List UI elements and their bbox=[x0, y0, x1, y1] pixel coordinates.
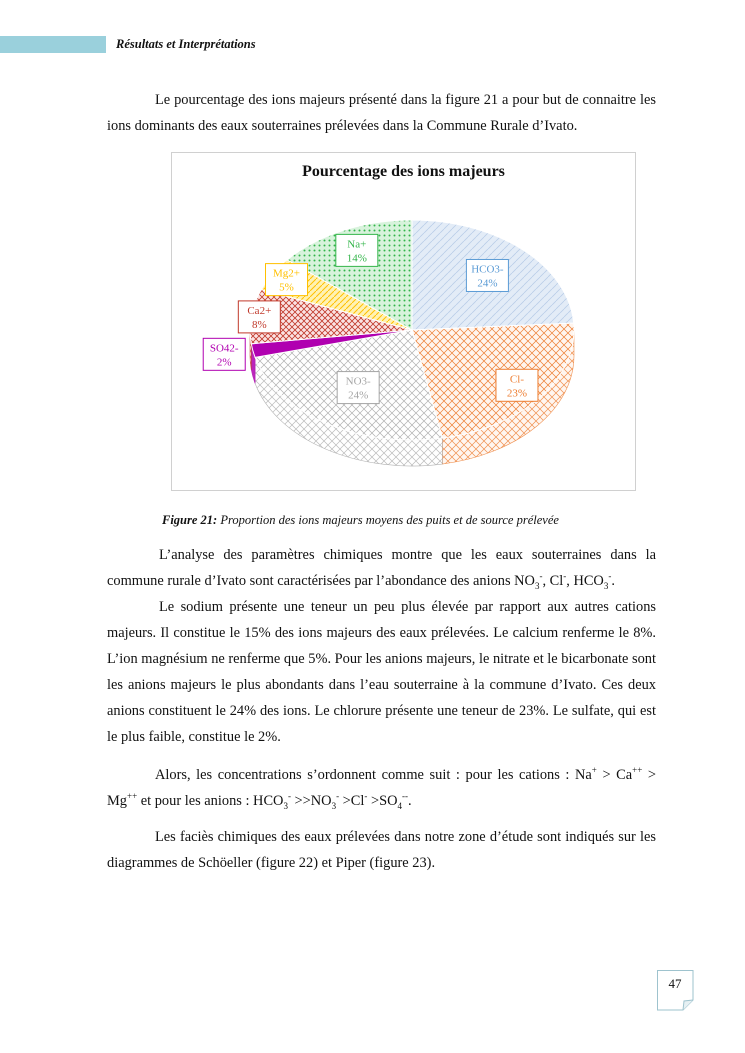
svg-text:23%: 23% bbox=[506, 387, 528, 400]
pie-label-HCO3- bbox=[466, 259, 508, 291]
running-header: Résultats et Interprétations bbox=[116, 37, 256, 51]
svg-text:5%: 5% bbox=[279, 281, 294, 294]
pie-chart-canvas bbox=[172, 153, 635, 490]
pie-label-Ca2+ bbox=[238, 301, 280, 333]
pie-label-Na+ bbox=[336, 234, 378, 266]
svg-text:Mg2+: Mg2+ bbox=[273, 267, 300, 280]
svg-text:24%: 24% bbox=[477, 277, 498, 290]
figure-caption-prefix: Figure 21: bbox=[162, 513, 218, 527]
concentration-order-paragraph: Alors, les concentrations s’ordonnent comme suit : pour les cations : Na+ > Ca++ > Mg++ et pour les anions : $HCO_3^- >>NO_3^- >Cl^- >SO_4^{--}$. bbox=[107, 765, 657, 811]
figure-caption bbox=[162, 513, 559, 528]
pie-label-SO42- bbox=[203, 338, 245, 370]
svg-text:8%: 8% bbox=[251, 318, 267, 331]
header-accent-bar bbox=[0, 36, 106, 53]
chart-title: Pourcentage des ions majeurs bbox=[302, 163, 505, 180]
pie-chart bbox=[171, 152, 636, 491]
page-number: 47 bbox=[668, 976, 682, 991]
pie-label-Cl- bbox=[496, 369, 538, 401]
ions-description-paragraph: Le sodium présente une teneur un peu plus élevée par rapport aux autres cations majeurs. Il constitue le 15% des ions majeurs des eaux prélevées. Le calcium renferme le 8%. L’ion magnésium ne renferme que 5%. Pour les anions majeurs, le nitrate et le bicarbonate sont les anions majeurs le plus abondants dans l’eau souterraine à la commune d’Ivato. Ces deux anions constituent le 24% des ions. Le chlorure présente une teneur de 23%. Le sulfate, qui est le plus faible, constitue le 2%. bbox=[107, 599, 656, 745]
page-number-box bbox=[657, 970, 693, 1010]
pie-label-NO3- bbox=[337, 372, 379, 404]
facies-paragraph: Les faciès chimiques des eaux prélevées dans notre zone d’étude sont indiqués sur les diagrammes de Schöeller (figure 22) et Piper (figure 23). bbox=[107, 829, 656, 871]
figure-caption-text: Proportion des ions majeurs moyens des puits et de source prélevée bbox=[217, 513, 559, 527]
svg-text:Na+: Na+ bbox=[347, 238, 367, 251]
intro-paragraph: Le pourcentage des ions majeurs présenté dans la figure 21 a pour but de connaitre les ions dominants des eaux souterraines prélevées dans la Commune Rurale d’Ivato. bbox=[107, 92, 656, 134]
svg-text:HCO3-: HCO3- bbox=[471, 263, 504, 276]
svg-text:14%: 14% bbox=[346, 252, 367, 265]
svg-text:2%: 2% bbox=[216, 356, 232, 369]
pie-label-Mg2+ bbox=[266, 264, 308, 296]
analysis-paragraph: L’analyse des paramètres chimiques montre que les eaux souterraines dans la commune rurale d’Ivato sont caractérisées par l’abondance des anions $NO_3^-$, Cl-, $HCO_3^-$. bbox=[107, 547, 656, 591]
svg-text:24%: 24% bbox=[348, 389, 369, 402]
svg-text:Cl-: Cl- bbox=[509, 373, 524, 386]
svg-text:SO42-: SO42- bbox=[209, 342, 239, 355]
svg-text:Ca2+: Ca2+ bbox=[247, 304, 272, 317]
svg-text:NO3-: NO3- bbox=[345, 375, 371, 388]
